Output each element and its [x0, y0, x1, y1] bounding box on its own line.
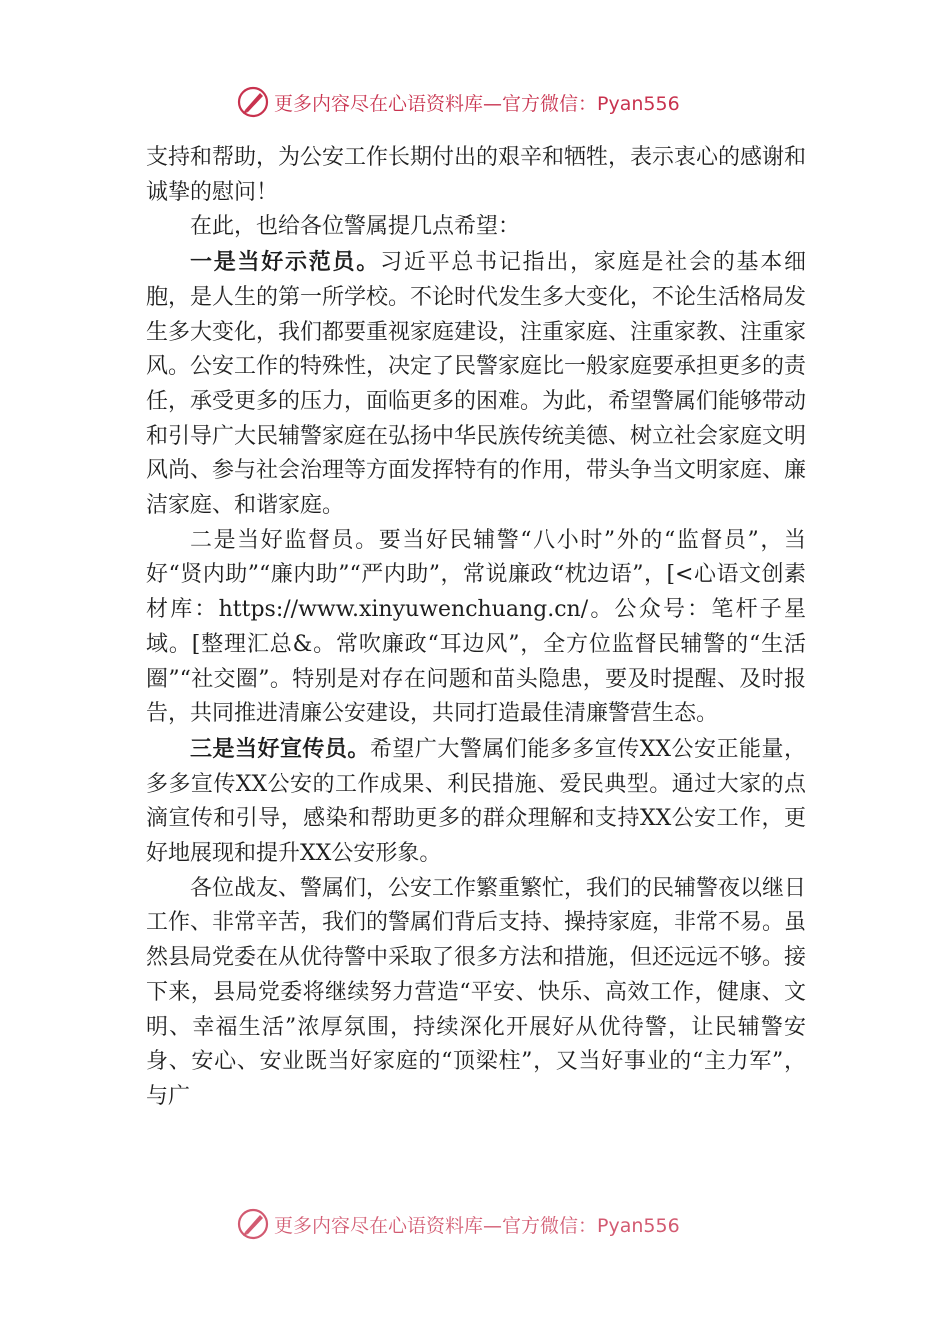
paragraph-text: 在此，也给各位警属提几点希望：: [190, 214, 521, 240]
document-body: [146, 141, 806, 1115]
paragraph-6: [146, 872, 806, 1115]
paragraph-1: [146, 141, 806, 210]
paragraph-heading: 三是当好宣传员。: [190, 735, 370, 762]
paragraph-2: [146, 210, 806, 245]
paragraph-text: 支持和帮助，为公安工作长期付出的艰辛和牺牲，表示衷心的感谢和诚挚的慰问！: [146, 145, 807, 205]
pen-on-circle-icon: [236, 85, 270, 119]
header-watermark-text: 更多内容尽在心语资料库—官方微信：Pyan556: [274, 92, 680, 115]
paragraph-text: 各位战友、警属们，公安工作繁重繁忙，我们的民辅警夜以继日工作、非常辛苦，我们的警属们背后支持、操持家庭，非常不易。虽然县局党委在从优待警中采取了很多方法和措施，但还远远不够。接下来，县局党委将继续努力营造“平安、快乐、高效工作，健康、文明、幸福生活”浓厚氛围，持续深化开展好从优待警，让民辅警安身、安心、安业既当好家庭的“顶梁柱”，又当好事业的“主力军”，与广: [146, 875, 807, 1109]
footer-watermark-banner: [236, 1207, 680, 1241]
paragraph-4: [146, 524, 806, 732]
paragraph-3: [146, 245, 806, 524]
paragraph-text: 二是当好监督员。要当好民辅警“八小时”外的“监督员”，当好“贤内助”“廉内助”“严内助”，常说廉政“枕边语”，[<心语文创素材库：https://www.xinyuwenchuang.cn/。公众号：笔杆子星域。[整理汇总&。常吹廉政“耳边风”，全方位监督民辅警的“生活圈”“社交圈”。特别是对存在问题和苗头隐患，要及时提醒、及时报告，共同推进清廉公安建设，共同打造最佳清廉警营生态。: [146, 527, 806, 727]
paragraph-heading: 一是当好示范员。: [190, 249, 381, 276]
paragraph-text: 希望广大警属们能多多宣传XX公安正能量，多多宣传XX公安的工作成果、利民措施、爱民典型。通过大家的点滴宣传和引导，感染和帮助更多的群众理解和支持XX公安工作，更好地展现和提升XX公安形象。: [146, 736, 806, 867]
paragraph-5: [146, 732, 806, 872]
footer-watermark-text: 更多内容尽在心语资料库—官方微信：Pyan556: [274, 1214, 680, 1237]
header-watermark-banner: [236, 85, 680, 119]
pen-on-circle-icon: [236, 1207, 270, 1241]
paragraph-text: 习近平总书记指出，家庭是社会的基本细胞，是人生的第一所学校。不论时代发生多大变化，不论生活格局发生多大变化，我们都要重视家庭建设，注重家庭、注重家教、注重家风。公安工作的特殊性，决定了民警家庭比一般家庭要承担更多的责任，承受更多的压力，面临更多的困难。为此，希望警属们能够带动和引导广大民辅警家庭在弘扬中华民族传统美德、树立社会家庭文明风尚、参与社会治理等方面发挥特有的作用，带头争当文明家庭、廉洁家庭、和谐家庭。: [146, 250, 807, 519]
